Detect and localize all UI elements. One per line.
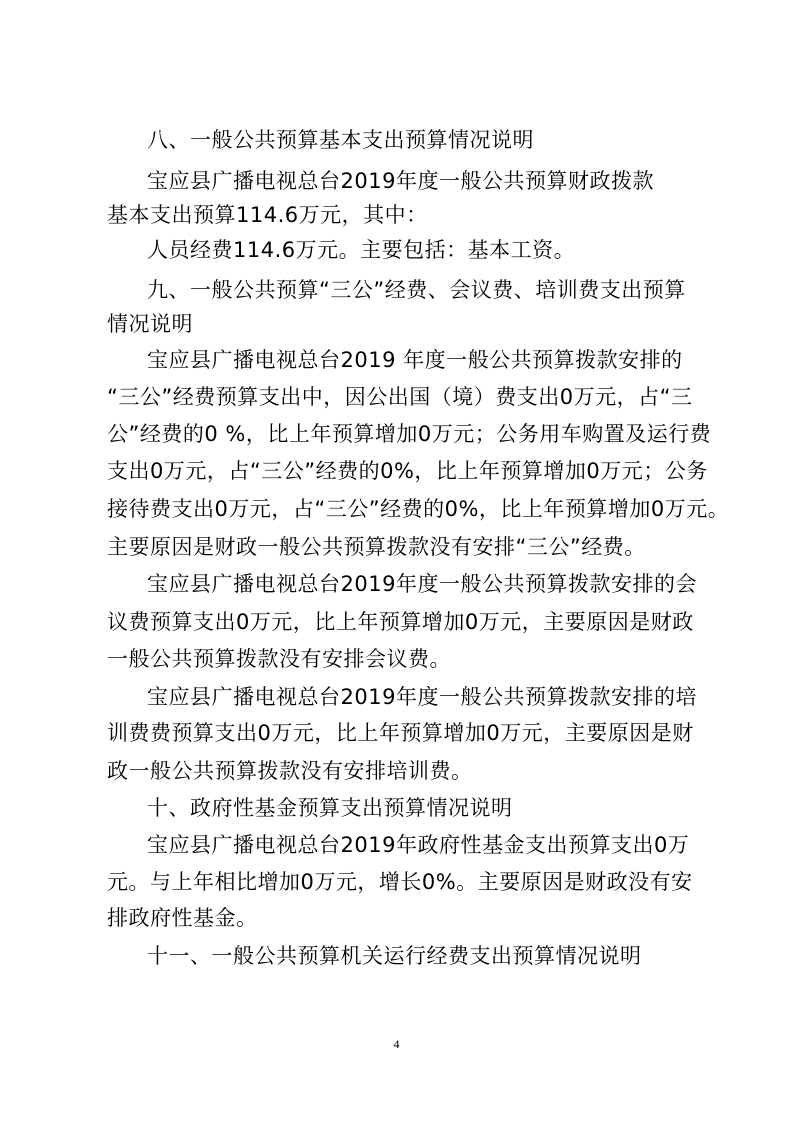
paragraph-line: 排政府性基金。 — [107, 906, 258, 930]
section-heading-9-cont: 情况说明 — [107, 312, 193, 336]
section-heading-9: 九、一般公共预算“三公”经费、会议费、培训费支出预算 — [147, 278, 686, 302]
paragraph-line: 人员经费114.6万元。主要包括：基本工资。 — [147, 238, 576, 262]
paragraph-line: 宝应县广播电视总台2019年度一般公共预算拨款安排的会 — [147, 572, 697, 596]
paragraph-line: 接待费支出0万元，占“三公”经费的0%，比上年预算增加0万元。 — [107, 497, 730, 521]
paragraph-line: 支出0万元，占“三公”经费的0%，比上年预算增加0万元；公务 — [107, 459, 708, 483]
paragraph-line: 公”经费的0 %，比上年预算增加0万元；公务用车购置及运行费 — [107, 422, 712, 446]
paragraph-line: 宝应县广播电视总台2019年度一般公共预算财政拨款 — [147, 169, 654, 193]
paragraph-line: 一般公共预算拨款没有安排会议费。 — [107, 647, 451, 671]
paragraph-line: 宝应县广播电视总台2019年政府性基金支出预算支出0万 — [147, 833, 690, 857]
paragraph-line: 宝应县广播电视总台2019年度一般公共预算拨款安排的培 — [147, 685, 697, 709]
paragraph-line: 主要原因是财政一般公共预算拨款没有安排“三公”经费。 — [107, 535, 646, 559]
paragraph-line: 政一般公共预算拨款没有安排培训费。 — [107, 759, 473, 783]
section-heading-11: 十一、一般公共预算机关运行经费支出预算情况说明 — [147, 944, 642, 968]
section-heading-8: 八、一般公共预算基本支出预算情况说明 — [147, 128, 534, 152]
paragraph-line: 训费费预算支出0万元，比上年预算增加0万元，主要原因是财 — [107, 721, 694, 745]
page-number: 4 — [393, 1037, 400, 1051]
paragraph-line: “三公”经费预算支出中，因公出国（境）费支出0万元，占“三 — [107, 385, 693, 409]
section-heading-10: 十、政府性基金预算支出预算情况说明 — [147, 796, 513, 820]
paragraph-line: 基本支出预算114.6万元，其中： — [107, 203, 428, 227]
paragraph-line: 宝应县广播电视总台2019 年度一般公共预算拨款安排的 — [147, 348, 683, 372]
paragraph-line: 议费预算支出0万元，比上年预算增加0万元，主要原因是财政 — [107, 610, 694, 634]
paragraph-line: 元。与上年相比增加0万元，增长0%。主要原因是财政没有安 — [107, 870, 693, 894]
